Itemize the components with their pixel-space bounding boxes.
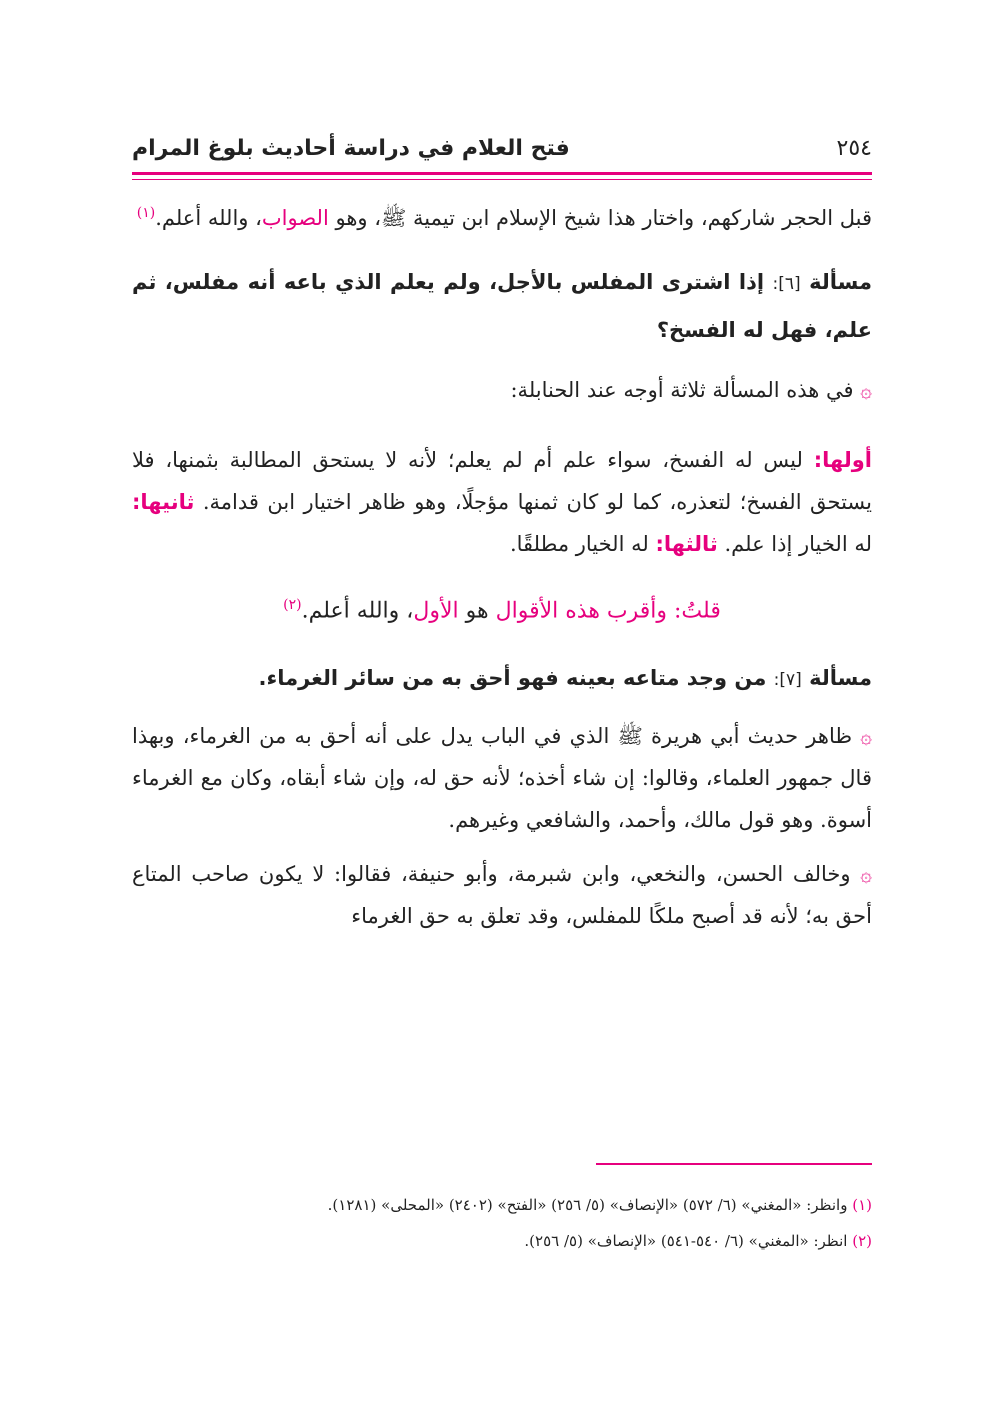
page-body <box>132 192 872 937</box>
page-number: ٢٥٤ <box>836 135 872 161</box>
label-second: ثانيها: <box>132 490 195 514</box>
footnote-2: (٢) انظر: «المغني» (٦/ ٥٤٠-٥٤١) «الإنصاف» (٥/ ٢٥٦). <box>524 1232 872 1250</box>
paragraph-5: ۞ ظاهر حديث أبي هريرة ﷺ الذي في الباب يدل على أنه أحق به من الغرماء، وبهذا قال جمهور العلماء، وقالوا: إن شاء أخذه؛ لأنه حق له، وإن شاء أبقاه، وكان مع الغرماء أسوة. وهو قول مالك، وأحمد، والشافعي وغيرهم. <box>132 724 872 833</box>
flower-icon: ۞ <box>860 378 872 402</box>
header-rule-thin <box>132 179 872 180</box>
flower-icon: ۞ <box>860 724 872 749</box>
question-7-heading: مسألة [٧]: من وجد متاعه بعينه فهو أحق به من سائر الغرماء. <box>258 666 872 691</box>
highlight-sawab: الصواب <box>261 206 329 230</box>
header-rule-thick <box>132 172 872 175</box>
label-first: أولها: <box>813 448 872 472</box>
running-header <box>132 130 872 166</box>
author-conclusion: قلتُ: وأقرب هذه الأقوال هو الأول، والله أعلم.$^{(٢)}$ <box>283 597 721 624</box>
paragraph-6: ۞ وخالف الحسن، والنخعي، وابن شبرمة، وأبو حنيفة، فقالوا: لا يكون صاحب المتاع أحق به؛ لأنه قد أصبح ملكًا للمفلس، وقد تعلق به حق الغرماء <box>132 862 872 929</box>
footnotes <box>132 1190 872 1262</box>
label-third: ثالثها: <box>655 532 718 556</box>
footnote-separator <box>596 1163 872 1165</box>
paragraph-2: ۞ في هذه المسألة ثلاثة أوجه عند الحنابلة: <box>510 378 872 402</box>
book-title: فتح العلام في دراسة أحاديث بلوغ المرام <box>132 135 570 161</box>
footnote-ref-2: (٢) <box>283 597 302 613</box>
footnote-1: (١) وانظر: «المغني» (٦/ ٥٧٢) «الإنصاف» (٥/ ٢٥٦) «الفتح» (٢٤٠٢) «المحلى» (١٢٨١). <box>327 1196 872 1214</box>
flower-icon: ۞ <box>860 862 872 887</box>
question-6-heading: مسألة [٦]: إذا اشترى المفلس بالأجل، ولم يعلم الذي باعه أنه مفلس، ثم علم، فهل له الفسخ؟ <box>132 270 872 342</box>
paragraph-3: أولها: ليس له الفسخ، سواء علم أم لم يعلم؛ لأنه لا يستحق المطالبة بثمنها، فلا يستحق الفسخ؛ لتعذره، كما لو كان ثمنها مؤجلًا، وهو ظاهر اختيار ابن قدامة. ثانيها: له الخيار إذا علم. ثالثها: له الخيار مطلقًا. <box>132 448 872 556</box>
paragraph-1: قبل الحجر شاركهم، واختار هذا شيخ الإسلام ابن تيمية ﷺ، وهو الصواب، والله أعلم.$^{(١)}$ <box>136 205 872 230</box>
footnote-ref-1: (١) <box>136 205 156 221</box>
